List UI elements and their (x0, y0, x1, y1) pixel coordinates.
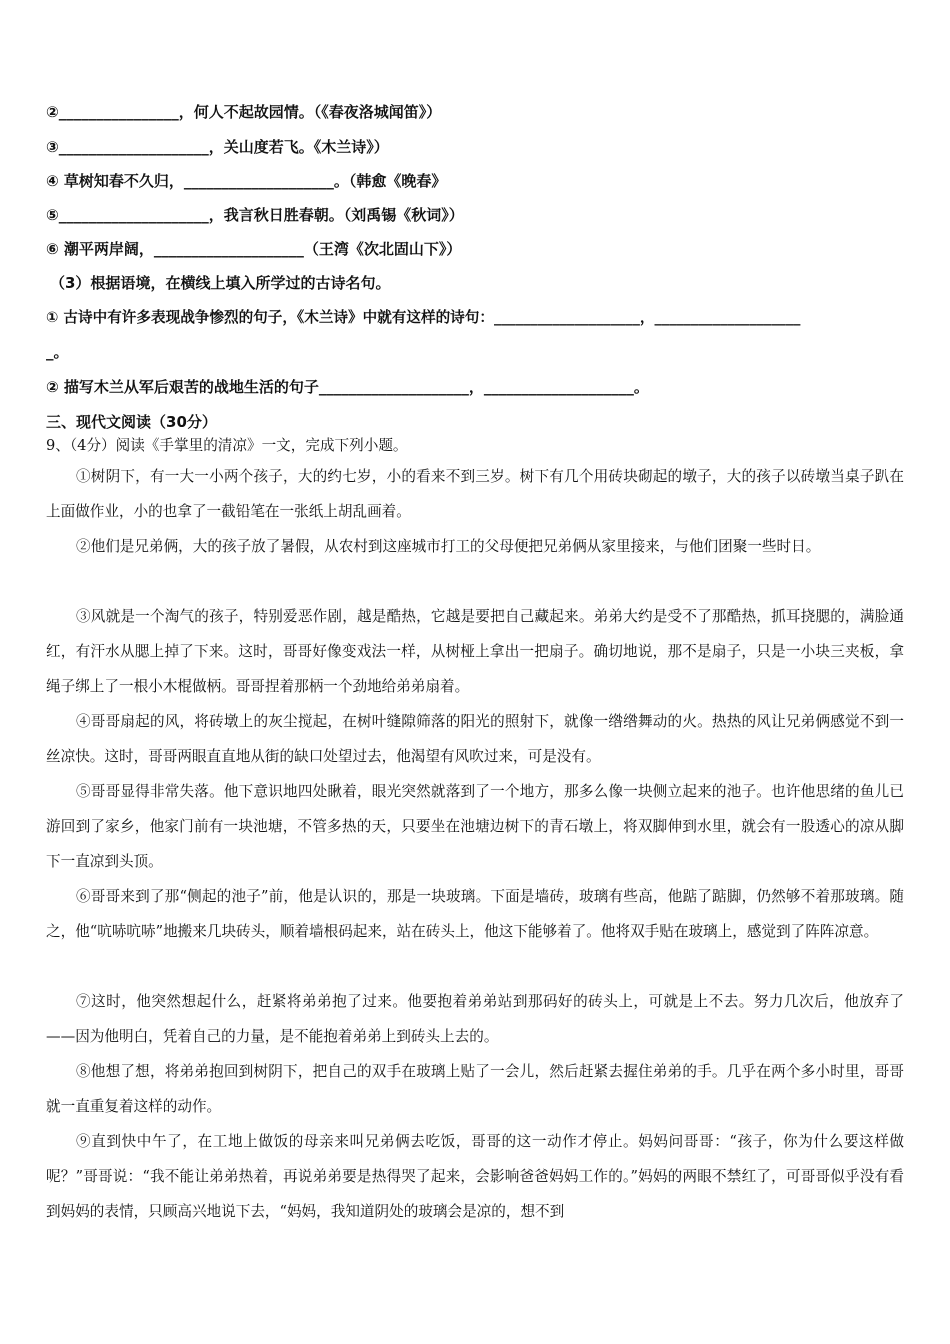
reading-paragraph-5: ⑤哥哥显得非常失落。他下意识地四处瞅着，眼光突然就落到了一个地方，那多么像一块侧立起来的池子。也许他思绪的鱼儿已游回到了家乡，他家门前有一块池塘，不管多热的天，只要坐在池塘边树下的青石墩上，将双脚伸到水里，就会有一股透心的凉从脚下一直凉到头顶。 (46, 783, 904, 870)
question-9-intro: 9、（4分）阅读《手掌里的清凉》一文，完成下列小题。 (46, 437, 408, 454)
reading-paragraph-9: ⑨直到快中午了，在工地上做饭的母亲来叫兄弟俩去吃饭，哥哥的这一动作才停止。妈妈问哥哥：“孩子，你为什么要这样做呢？”哥哥说：“我不能让弟弟热着，再说弟弟要是热得哭了起来，会影响爸爸妈妈工作的。”妈妈的两眼不禁红了，可哥哥似乎没有看到妈妈的表情，只顾高兴地说下去，“妈妈，我知道阴处的玻璃会是凉的，想不到 (46, 1133, 904, 1220)
poem-blank-5: ⑤____________________，我言秋日胜春朝。（刘禹锡《秋词》） (46, 206, 464, 224)
reading-paragraph-1: ①树阴下，有一大一小两个孩子，大的约七岁，小的看来不到三岁。树下有几个用砖块砌起的墩子，大的孩子以砖墩当桌子趴在上面做作业，小的也拿了一截铅笔在一张纸上胡乱画着。 (46, 468, 904, 520)
reading-paragraph-3: ③风就是一个淘气的孩子，特别爱恶作剧，越是酷热，它越是要把自己藏起来。弟弟大约是受不了那酷热，抓耳挠腮的，满脸通红，有汗水从腮上掉了下来。这时，哥哥好像变戏法一样，从树桠上拿出一把扇子。确切地说，那不是扇子，只是一小块三夹板，拿绳子绑上了一根小木棍做柄。哥哥捏着那柄一个劲地给弟弟扇着。 (46, 608, 904, 695)
question-3-item-2: ② 描写木兰从军后艰苦的战地生活的句子____________________，____________________。 (46, 378, 649, 396)
poem-blank-2: ②________________，何人不起故园情。（《春夜洛城闻笛》） (46, 103, 442, 121)
question-3-item-1: ① 古诗中有许多表现战争惨烈的句子，《木兰诗》中就有这样的诗句：____________________，____________________ (46, 309, 801, 326)
reading-paragraph-8: ⑧他想了想，将弟弟抱回到树阴下，把自己的双手在玻璃上贴了一会儿，然后赶紧去握住弟弟的手。几乎在两个多小时里，哥哥就一直重复着这样的动作。 (46, 1063, 904, 1115)
reading-paragraph-6: ⑥哥哥来到了那“侧起的池子”前，他是认识的，那是一块玻璃。下面是墙砖，玻璃有些高，他踮了踮脚，仍然够不着那玻璃。随之，他“吭哧吭哧”地搬来几块砖头，顺着墙根码起来，站在砖头上，他这下能够着了。他将双手贴在玻璃上，感觉到了阵阵凉意。 (46, 888, 904, 940)
reading-paragraph-7: ⑦这时，他突然想起什么，赶紧将弟弟抱了过来。他要抱着弟弟站到那码好的砖头上，可就是上不去。努力几次后，他放弃了——因为他明白，凭着自己的力量，是不能抱着弟弟上到砖头上去的。 (46, 993, 904, 1045)
poem-blank-3: ③____________________，关山度若飞。《木兰诗》） (46, 138, 389, 156)
reading-paragraph-4: ④哥哥扇起的风，将砖墩上的灰尘搅起，在树叶缝隙筛落的阳光的照射下，就像一绺绺舞动的火。热热的风让兄弟俩感觉不到一丝凉快。这时，哥哥两眼直直地从街的缺口处望过去，他渴望有风吹过来，可是没有。 (46, 713, 904, 765)
question-3-item-1-continuation: _。 (46, 343, 69, 361)
reading-paragraph-2: ②他们是兄弟俩，大的孩子放了暑假，从农村到这座城市打工的父母便把兄弟俩从家里接来，与他们团聚一些时日。 (76, 538, 821, 555)
question-3-heading: （3）根据语境，在横线上填入所学过的古诗名句。 (50, 274, 391, 292)
poem-blank-4: ④ 草树知春不久归，____________________。（韩愈《晚春》 (46, 172, 447, 190)
poem-blank-6: ⑥ 潮平两岸阔，____________________（王湾《次北固山下》） (46, 240, 462, 258)
section-title: 三、现代文阅读（30分） (46, 413, 217, 431)
